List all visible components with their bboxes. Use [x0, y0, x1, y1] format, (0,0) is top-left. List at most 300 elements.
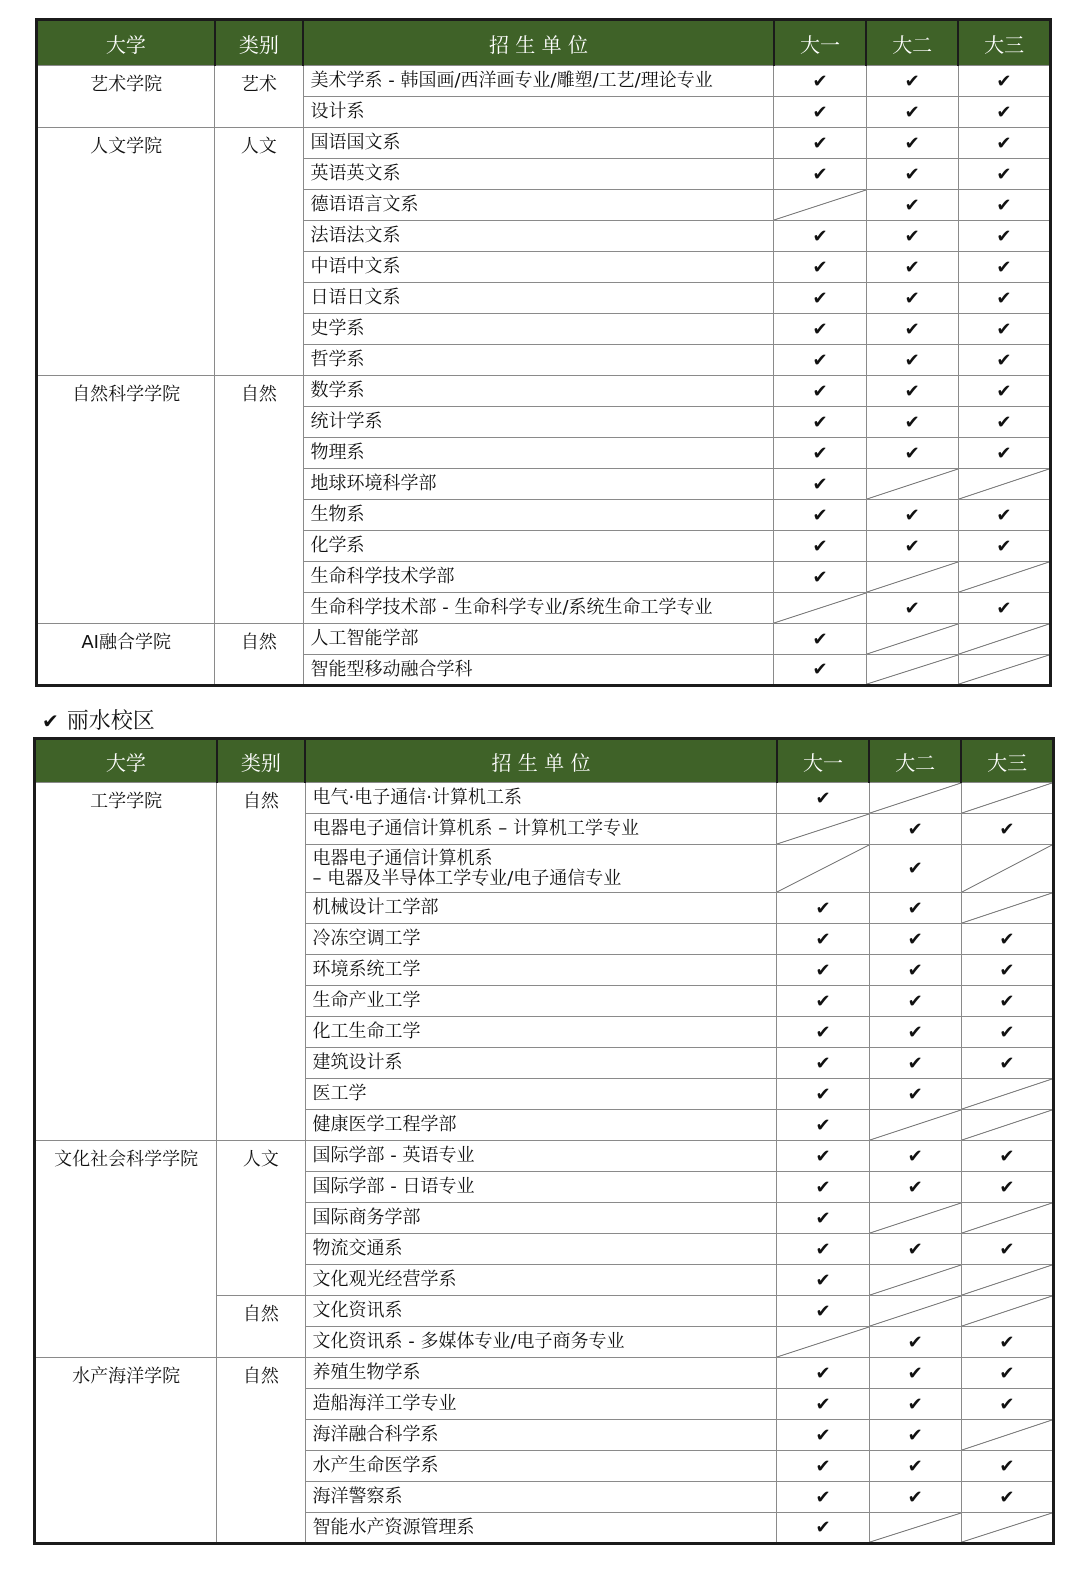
- check-icon: ✔: [999, 1176, 1015, 1198]
- year-1-available: [777, 1141, 869, 1172]
- year-1-not-available: [774, 190, 866, 221]
- check-icon: ✔: [904, 411, 920, 433]
- admission-unit-cell: 物流交通系: [305, 1234, 777, 1265]
- year-2-not-available: [869, 1203, 961, 1234]
- check-icon: ✔: [812, 256, 828, 278]
- year-3-available: [961, 924, 1053, 955]
- year-2-available: [866, 593, 958, 624]
- year-1-available: [777, 1172, 869, 1203]
- check-icon: ✔: [999, 1362, 1015, 1384]
- admission-unit-cell: 地球环境科学部: [303, 469, 774, 500]
- check-icon: ✔: [999, 1455, 1015, 1477]
- year-1-available: [777, 986, 869, 1017]
- check-icon: ✔: [907, 1083, 923, 1105]
- check-icon: ✔: [815, 1300, 831, 1322]
- year-2-available: [869, 1451, 961, 1482]
- check-icon: ✔: [812, 225, 828, 247]
- check-icon: ✔: [815, 1269, 831, 1291]
- year-1-available: [777, 1265, 869, 1296]
- year-3-available: [958, 500, 1050, 531]
- check-icon: ✔: [812, 163, 828, 185]
- year-1-available: [777, 1358, 869, 1389]
- check-icon: ✔: [812, 70, 828, 92]
- lishui-campus-admission-table: [33, 737, 1055, 1545]
- year-1-available: [774, 283, 866, 314]
- year-1-available: [774, 469, 866, 500]
- year-3-available: [958, 376, 1050, 407]
- year-1-available: [777, 1017, 869, 1048]
- year-3-available: [961, 814, 1053, 845]
- year-1-available: [774, 438, 866, 469]
- check-icon: ✔: [904, 349, 920, 371]
- year-3-not-available: [961, 1420, 1053, 1451]
- year-2-available: [869, 1048, 961, 1079]
- admission-unit-cell: 医工学: [305, 1079, 777, 1110]
- year-1-available: [774, 159, 866, 190]
- year-2-available: [866, 283, 958, 314]
- category-cell: 自然: [217, 1358, 305, 1544]
- year-1-available: [777, 1079, 869, 1110]
- check-icon: ✔: [812, 628, 828, 650]
- check-icon: ✔: [996, 70, 1012, 92]
- header-year-3: 大三: [958, 20, 1050, 66]
- year-2-available: [866, 500, 958, 531]
- check-icon: ✔: [996, 442, 1012, 464]
- check-icon: ✔: [996, 132, 1012, 154]
- check-icon: ✔: [996, 318, 1012, 340]
- university-cell: 文化社会科学学院: [35, 1141, 217, 1358]
- year-3-available: [961, 1048, 1053, 1079]
- check-icon: ✔: [815, 990, 831, 1012]
- year-1-not-available: [777, 814, 869, 845]
- check-icon: ✔: [904, 380, 920, 402]
- check-icon: ✔: [999, 1238, 1015, 1260]
- year-3-not-available: [958, 624, 1050, 655]
- check-icon: ✔: [904, 442, 920, 464]
- year-1-available: [777, 783, 869, 814]
- check-icon: ✔: [907, 897, 923, 919]
- check-icon: ✔: [907, 1238, 923, 1260]
- year-2-available: [869, 1017, 961, 1048]
- year-2-not-available: [866, 469, 958, 500]
- check-icon: ✔: [999, 1052, 1015, 1074]
- header-year-3: 大三: [961, 739, 1053, 783]
- check-icon: ✔: [996, 535, 1012, 557]
- check-icon: ✔: [815, 1052, 831, 1074]
- admission-unit-cell: 机械设计工学部: [305, 893, 777, 924]
- year-2-available: [866, 376, 958, 407]
- admission-unit-cell: 哲学系: [303, 345, 774, 376]
- check-icon: ✔: [812, 504, 828, 526]
- table-header-row: [37, 20, 1051, 66]
- check-icon: ✔: [904, 287, 920, 309]
- year-2-available: [869, 1327, 961, 1358]
- admission-unit-cell: 国语国文系: [303, 128, 774, 159]
- year-3-available: [961, 1327, 1053, 1358]
- year-1-available: [774, 500, 866, 531]
- year-2-available: [866, 128, 958, 159]
- year-3-available: [961, 1451, 1053, 1482]
- admission-unit-cell: 数学系: [303, 376, 774, 407]
- check-icon: ✔: [815, 1021, 831, 1043]
- admission-unit-cell: 造船海洋工学专业: [305, 1389, 777, 1420]
- university-cell: 自然科学学院: [37, 376, 215, 624]
- year-1-available: [774, 376, 866, 407]
- table-header-row: [35, 739, 1054, 783]
- table-row: [35, 1141, 1054, 1172]
- check-icon: ✔: [907, 1424, 923, 1446]
- year-1-available: [777, 924, 869, 955]
- year-3-available: [958, 531, 1050, 562]
- check-icon: ✔: [999, 1021, 1015, 1043]
- year-3-available: [958, 593, 1050, 624]
- year-1-available: [777, 1513, 869, 1544]
- year-1-available: [777, 1420, 869, 1451]
- table-row: [37, 624, 1051, 655]
- year-1-available: [777, 1110, 869, 1141]
- header-year-2: 大二: [869, 739, 961, 783]
- check-icon: ✔: [815, 1424, 831, 1446]
- check-icon: ✔: [812, 535, 828, 557]
- check-icon: ✔: [42, 709, 59, 733]
- admission-unit-cell: 文化观光经营学系: [305, 1265, 777, 1296]
- year-2-available: [869, 1358, 961, 1389]
- check-icon: ✔: [815, 928, 831, 950]
- check-icon: ✔: [907, 858, 923, 879]
- header-university: 大学: [35, 739, 217, 783]
- check-icon: ✔: [904, 101, 920, 123]
- check-icon: ✔: [907, 1362, 923, 1384]
- year-3-available: [958, 221, 1050, 252]
- year-2-available: [869, 1141, 961, 1172]
- check-icon: ✔: [815, 1114, 831, 1136]
- year-3-not-available: [958, 469, 1050, 500]
- check-icon: ✔: [815, 1207, 831, 1229]
- category-cell: 人文: [215, 128, 303, 376]
- check-icon: ✔: [815, 1176, 831, 1198]
- year-3-not-available: [961, 1110, 1053, 1141]
- year-2-not-available: [866, 562, 958, 593]
- check-icon: ✔: [812, 349, 828, 371]
- year-2-available: [866, 252, 958, 283]
- year-2-available: [869, 845, 961, 893]
- year-2-available: [869, 1420, 961, 1451]
- year-3-available: [958, 66, 1050, 97]
- admission-unit-cell: 环境系统工学: [305, 955, 777, 986]
- check-icon: ✔: [996, 194, 1012, 216]
- check-icon: ✔: [999, 1486, 1015, 1508]
- university-cell: 水产海洋学院: [35, 1358, 217, 1544]
- admission-unit-cell: 电器电子通信计算机系 – 计算机工学专业: [305, 814, 777, 845]
- year-3-available: [961, 1482, 1053, 1513]
- check-icon: ✔: [904, 256, 920, 278]
- check-icon: ✔: [904, 163, 920, 185]
- check-icon: ✔: [907, 1331, 923, 1353]
- year-1-available: [777, 1203, 869, 1234]
- table-row: [35, 1358, 1054, 1389]
- year-3-not-available: [961, 1296, 1053, 1327]
- year-2-not-available: [869, 783, 961, 814]
- check-icon: ✔: [907, 959, 923, 981]
- admission-unit-cell: 文化资讯系 - 多媒体专业/电子商务专业: [305, 1327, 777, 1358]
- year-3-available: [958, 345, 1050, 376]
- check-icon: ✔: [907, 1486, 923, 1508]
- admission-unit-line-1: 电器电子通信计算机系: [312, 847, 493, 869]
- category-cell: 人文: [217, 1141, 305, 1296]
- year-3-available: [961, 1358, 1053, 1389]
- check-icon: ✔: [904, 504, 920, 526]
- year-2-not-available: [869, 1110, 961, 1141]
- year-1-available: [777, 955, 869, 986]
- check-icon: ✔: [812, 659, 828, 680]
- check-icon: ✔: [907, 990, 923, 1012]
- year-2-available: [869, 893, 961, 924]
- table-row: [37, 66, 1051, 97]
- check-icon: ✔: [812, 318, 828, 340]
- check-icon: ✔: [812, 101, 828, 123]
- year-1-available: [774, 624, 866, 655]
- check-icon: ✔: [996, 380, 1012, 402]
- check-icon: ✔: [999, 990, 1015, 1012]
- year-2-available: [866, 531, 958, 562]
- year-3-not-available: [958, 655, 1050, 686]
- table-row: [35, 783, 1054, 814]
- year-1-available: [777, 893, 869, 924]
- year-1-available: [777, 1482, 869, 1513]
- check-icon: ✔: [815, 959, 831, 981]
- check-icon: ✔: [907, 1393, 923, 1415]
- check-icon: ✔: [815, 1362, 831, 1384]
- admission-unit-cell: 法语法文系: [303, 221, 774, 252]
- year-1-available: [774, 221, 866, 252]
- year-3-available: [961, 1234, 1053, 1265]
- admission-unit-cell: 水产生命医学系: [305, 1451, 777, 1482]
- year-3-available: [961, 1389, 1053, 1420]
- year-1-available: [774, 345, 866, 376]
- check-icon: ✔: [996, 504, 1012, 526]
- admission-unit-cell: 统计学系: [303, 407, 774, 438]
- check-icon: ✔: [999, 1145, 1015, 1167]
- check-icon: ✔: [904, 535, 920, 557]
- year-2-not-available: [866, 655, 958, 686]
- year-3-available: [958, 128, 1050, 159]
- admission-unit-cell: 英语英文系: [303, 159, 774, 190]
- year-1-available: [777, 1296, 869, 1327]
- admission-unit-cell: 生命科学技术部 - 生命科学专业/系统生命工学专业: [303, 593, 774, 624]
- year-3-available: [961, 1017, 1053, 1048]
- admission-unit-cell: 建筑设计系: [305, 1048, 777, 1079]
- header-admission-unit: 招 生 单 位: [303, 20, 774, 66]
- admission-unit-cell: 电气·电子通信·计算机工系: [305, 783, 777, 814]
- year-3-available: [958, 283, 1050, 314]
- year-2-available: [869, 1079, 961, 1110]
- year-2-not-available: [869, 1513, 961, 1544]
- admission-unit-cell: 日语日文系: [303, 283, 774, 314]
- admission-unit-cell: 史学系: [303, 314, 774, 345]
- check-icon: ✔: [815, 787, 831, 809]
- table-row: [37, 128, 1051, 159]
- admission-unit-cell: 健康医学工程学部: [305, 1110, 777, 1141]
- check-icon: ✔: [996, 287, 1012, 309]
- check-icon: ✔: [904, 132, 920, 154]
- admission-unit-cell: 物理系: [303, 438, 774, 469]
- admission-unit-cell: 美术学系 - 韩国画/西洋画专业/雕塑/工艺/理论专业: [303, 66, 774, 97]
- check-icon: ✔: [907, 818, 923, 840]
- year-2-available: [869, 924, 961, 955]
- university-cell: AI融合学院: [37, 624, 215, 686]
- header-category: 类别: [215, 20, 303, 66]
- year-2-available: [869, 955, 961, 986]
- header-year-1: 大一: [774, 20, 866, 66]
- admission-unit-cell: 德语语言文系: [303, 190, 774, 221]
- university-cell: 工学学院: [35, 783, 217, 1141]
- admission-unit-cell: 养殖生物学系: [305, 1358, 777, 1389]
- year-1-available: [777, 1234, 869, 1265]
- check-icon: ✔: [815, 1083, 831, 1105]
- admission-unit-cell: 冷冻空调工学: [305, 924, 777, 955]
- year-1-available: [777, 1048, 869, 1079]
- year-2-available: [866, 345, 958, 376]
- year-3-available: [961, 1172, 1053, 1203]
- year-2-not-available: [866, 624, 958, 655]
- year-1-available: [777, 1389, 869, 1420]
- year-1-available: [774, 97, 866, 128]
- check-icon: ✔: [812, 473, 828, 495]
- check-icon: ✔: [815, 1393, 831, 1415]
- year-3-not-available: [961, 1265, 1053, 1296]
- category-cell: 自然: [217, 1296, 305, 1358]
- category-cell: 自然: [217, 783, 305, 1141]
- year-2-available: [866, 221, 958, 252]
- admission-unit-cell: 生命产业工学: [305, 986, 777, 1017]
- year-1-available: [774, 314, 866, 345]
- check-icon: ✔: [999, 959, 1015, 981]
- check-icon: ✔: [907, 1455, 923, 1477]
- check-icon: ✔: [996, 101, 1012, 123]
- year-1-not-available: [777, 1327, 869, 1358]
- year-2-available: [869, 814, 961, 845]
- category-cell: 自然: [215, 376, 303, 624]
- year-2-available: [869, 1234, 961, 1265]
- year-2-available: [866, 407, 958, 438]
- check-icon: ✔: [904, 194, 920, 216]
- check-icon: ✔: [996, 225, 1012, 247]
- check-icon: ✔: [815, 1517, 831, 1538]
- admission-unit-cell: 海洋融合科学系: [305, 1420, 777, 1451]
- year-3-not-available: [961, 783, 1053, 814]
- admission-unit-cell: 国际商务学部: [305, 1203, 777, 1234]
- check-icon: ✔: [815, 1486, 831, 1508]
- admission-unit-line-2: – 电器及半导体工学专业/电子通信专业: [312, 867, 622, 889]
- year-2-available: [866, 159, 958, 190]
- year-2-available: [866, 438, 958, 469]
- admission-unit-cell: 国际学部 - 日语专业: [305, 1172, 777, 1203]
- year-2-available: [866, 66, 958, 97]
- year-3-available: [961, 955, 1053, 986]
- check-icon: ✔: [812, 287, 828, 309]
- check-icon: ✔: [907, 928, 923, 950]
- year-1-available: [774, 562, 866, 593]
- year-3-not-available: [958, 562, 1050, 593]
- year-2-not-available: [869, 1265, 961, 1296]
- check-icon: ✔: [999, 928, 1015, 950]
- year-1-available: [774, 128, 866, 159]
- category-cell: 自然: [215, 624, 303, 686]
- header-university: 大学: [37, 20, 215, 66]
- year-1-available: [774, 407, 866, 438]
- check-icon: ✔: [815, 1455, 831, 1477]
- check-icon: ✔: [996, 411, 1012, 433]
- check-icon: ✔: [904, 70, 920, 92]
- header-year-2: 大二: [866, 20, 958, 66]
- university-cell: 人文学院: [37, 128, 215, 376]
- year-3-not-available: [961, 1513, 1053, 1544]
- check-icon: ✔: [815, 1145, 831, 1167]
- admission-unit-cell: 化工生命工学: [305, 1017, 777, 1048]
- admission-unit-cell: 化学系: [303, 531, 774, 562]
- check-icon: ✔: [996, 256, 1012, 278]
- year-3-available: [958, 407, 1050, 438]
- check-icon: ✔: [904, 225, 920, 247]
- check-icon: ✔: [996, 163, 1012, 185]
- check-icon: ✔: [812, 380, 828, 402]
- admission-unit-cell: 智能水产资源管理系: [305, 1513, 777, 1544]
- year-2-available: [866, 97, 958, 128]
- university-cell: 艺术学院: [37, 66, 215, 128]
- admission-unit-cell: 设计系: [303, 97, 774, 128]
- check-icon: ✔: [907, 1145, 923, 1167]
- year-1-available: [774, 66, 866, 97]
- year-2-available: [869, 1482, 961, 1513]
- year-3-available: [958, 252, 1050, 283]
- year-3-available: [958, 97, 1050, 128]
- campus-1-admission-table: [35, 18, 1052, 687]
- year-1-not-available: [777, 845, 869, 893]
- check-icon: ✔: [812, 411, 828, 433]
- table-row: [37, 376, 1051, 407]
- year-3-available: [958, 314, 1050, 345]
- check-icon: ✔: [907, 1176, 923, 1198]
- check-icon: ✔: [999, 1393, 1015, 1415]
- year-1-not-available: [774, 593, 866, 624]
- year-3-available: [958, 159, 1050, 190]
- check-icon: ✔: [999, 818, 1015, 840]
- year-1-available: [777, 1451, 869, 1482]
- section-heading-lishui-campus: [42, 704, 155, 735]
- admission-unit-cell: 智能型移动融合学科: [303, 655, 774, 686]
- header-admission-unit: 招 生 单 位: [305, 739, 777, 783]
- check-icon: ✔: [812, 132, 828, 154]
- section-title: 丽水校区: [66, 709, 155, 734]
- admission-unit-cell: 人工智能学部: [303, 624, 774, 655]
- check-icon: ✔: [999, 1331, 1015, 1353]
- check-icon: ✔: [815, 1238, 831, 1260]
- year-2-available: [866, 190, 958, 221]
- check-icon: ✔: [904, 597, 920, 619]
- admission-unit-cell: 生命科学技术学部: [303, 562, 774, 593]
- header-year-1: 大一: [777, 739, 869, 783]
- check-icon: ✔: [907, 1021, 923, 1043]
- year-3-available: [958, 438, 1050, 469]
- year-1-available: [774, 655, 866, 686]
- check-icon: ✔: [815, 897, 831, 919]
- admission-unit-cell: [305, 845, 777, 893]
- check-icon: ✔: [812, 442, 828, 464]
- category-cell: 艺术: [215, 66, 303, 128]
- year-1-available: [774, 252, 866, 283]
- admission-unit-cell: 文化资讯系: [305, 1296, 777, 1327]
- header-category: 类别: [217, 739, 305, 783]
